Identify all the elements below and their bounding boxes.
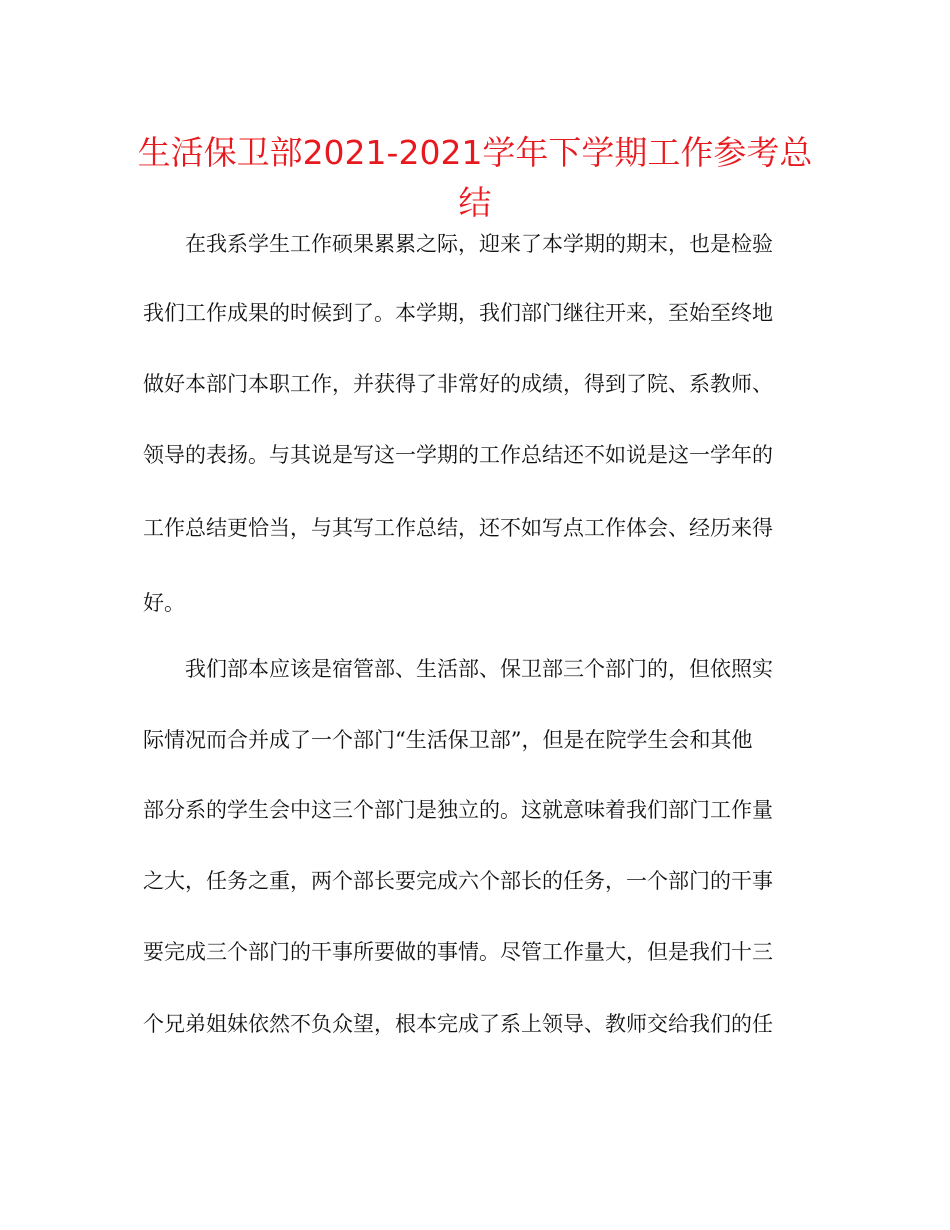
paragraph-line: 个兄弟姐妹依然不负众望，根本完成了系上领导、教师交给我们的任 xyxy=(143,1012,773,1036)
paragraph-line: 我们工作成果的时候到了。本学期，我们部门继往开来，至始至终地 xyxy=(143,301,773,325)
title-line-2: 结 xyxy=(458,183,492,222)
paragraph-line: 做好本部门本职工作，并获得了非常好的成绩，得到了院、系教师、 xyxy=(143,372,773,396)
paragraph-line: 要完成三个部门的干事所要做的事情。尽管工作量大，但是我们十三 xyxy=(143,940,773,964)
paragraph-line: 工作总结更恰当，与其写工作总结，还不如写点工作体会、经历来得 xyxy=(143,516,773,540)
document-title xyxy=(120,128,830,228)
paragraph-line: 我们部本应该是宿管部、生活部、保卫部三个部门的，但依照实 xyxy=(185,657,773,681)
paragraph-line: 在我系学生工作硕果累累之际，迎来了本学期的期末，也是检验 xyxy=(185,232,773,256)
title-line-1: 生活保卫部2021-2021学年下学期工作参考总 xyxy=(137,133,813,172)
paragraph-line: 好。 xyxy=(143,591,185,615)
paragraph-line: 之大，任务之重，两个部长要完成六个部长的任务，一个部门的干事 xyxy=(143,869,773,893)
paragraph-line: 际情况而合并成了一个部门“生活保卫部”，但是在院学生会和其他 xyxy=(143,728,753,752)
paragraph-line: 领导的表扬。与其说是写这一学期的工作总结还不如说是这一学年的 xyxy=(143,443,773,467)
paragraph-line: 部分系的学生会中这三个部门是独立的。这就意味着我们部门工作量 xyxy=(143,798,773,822)
